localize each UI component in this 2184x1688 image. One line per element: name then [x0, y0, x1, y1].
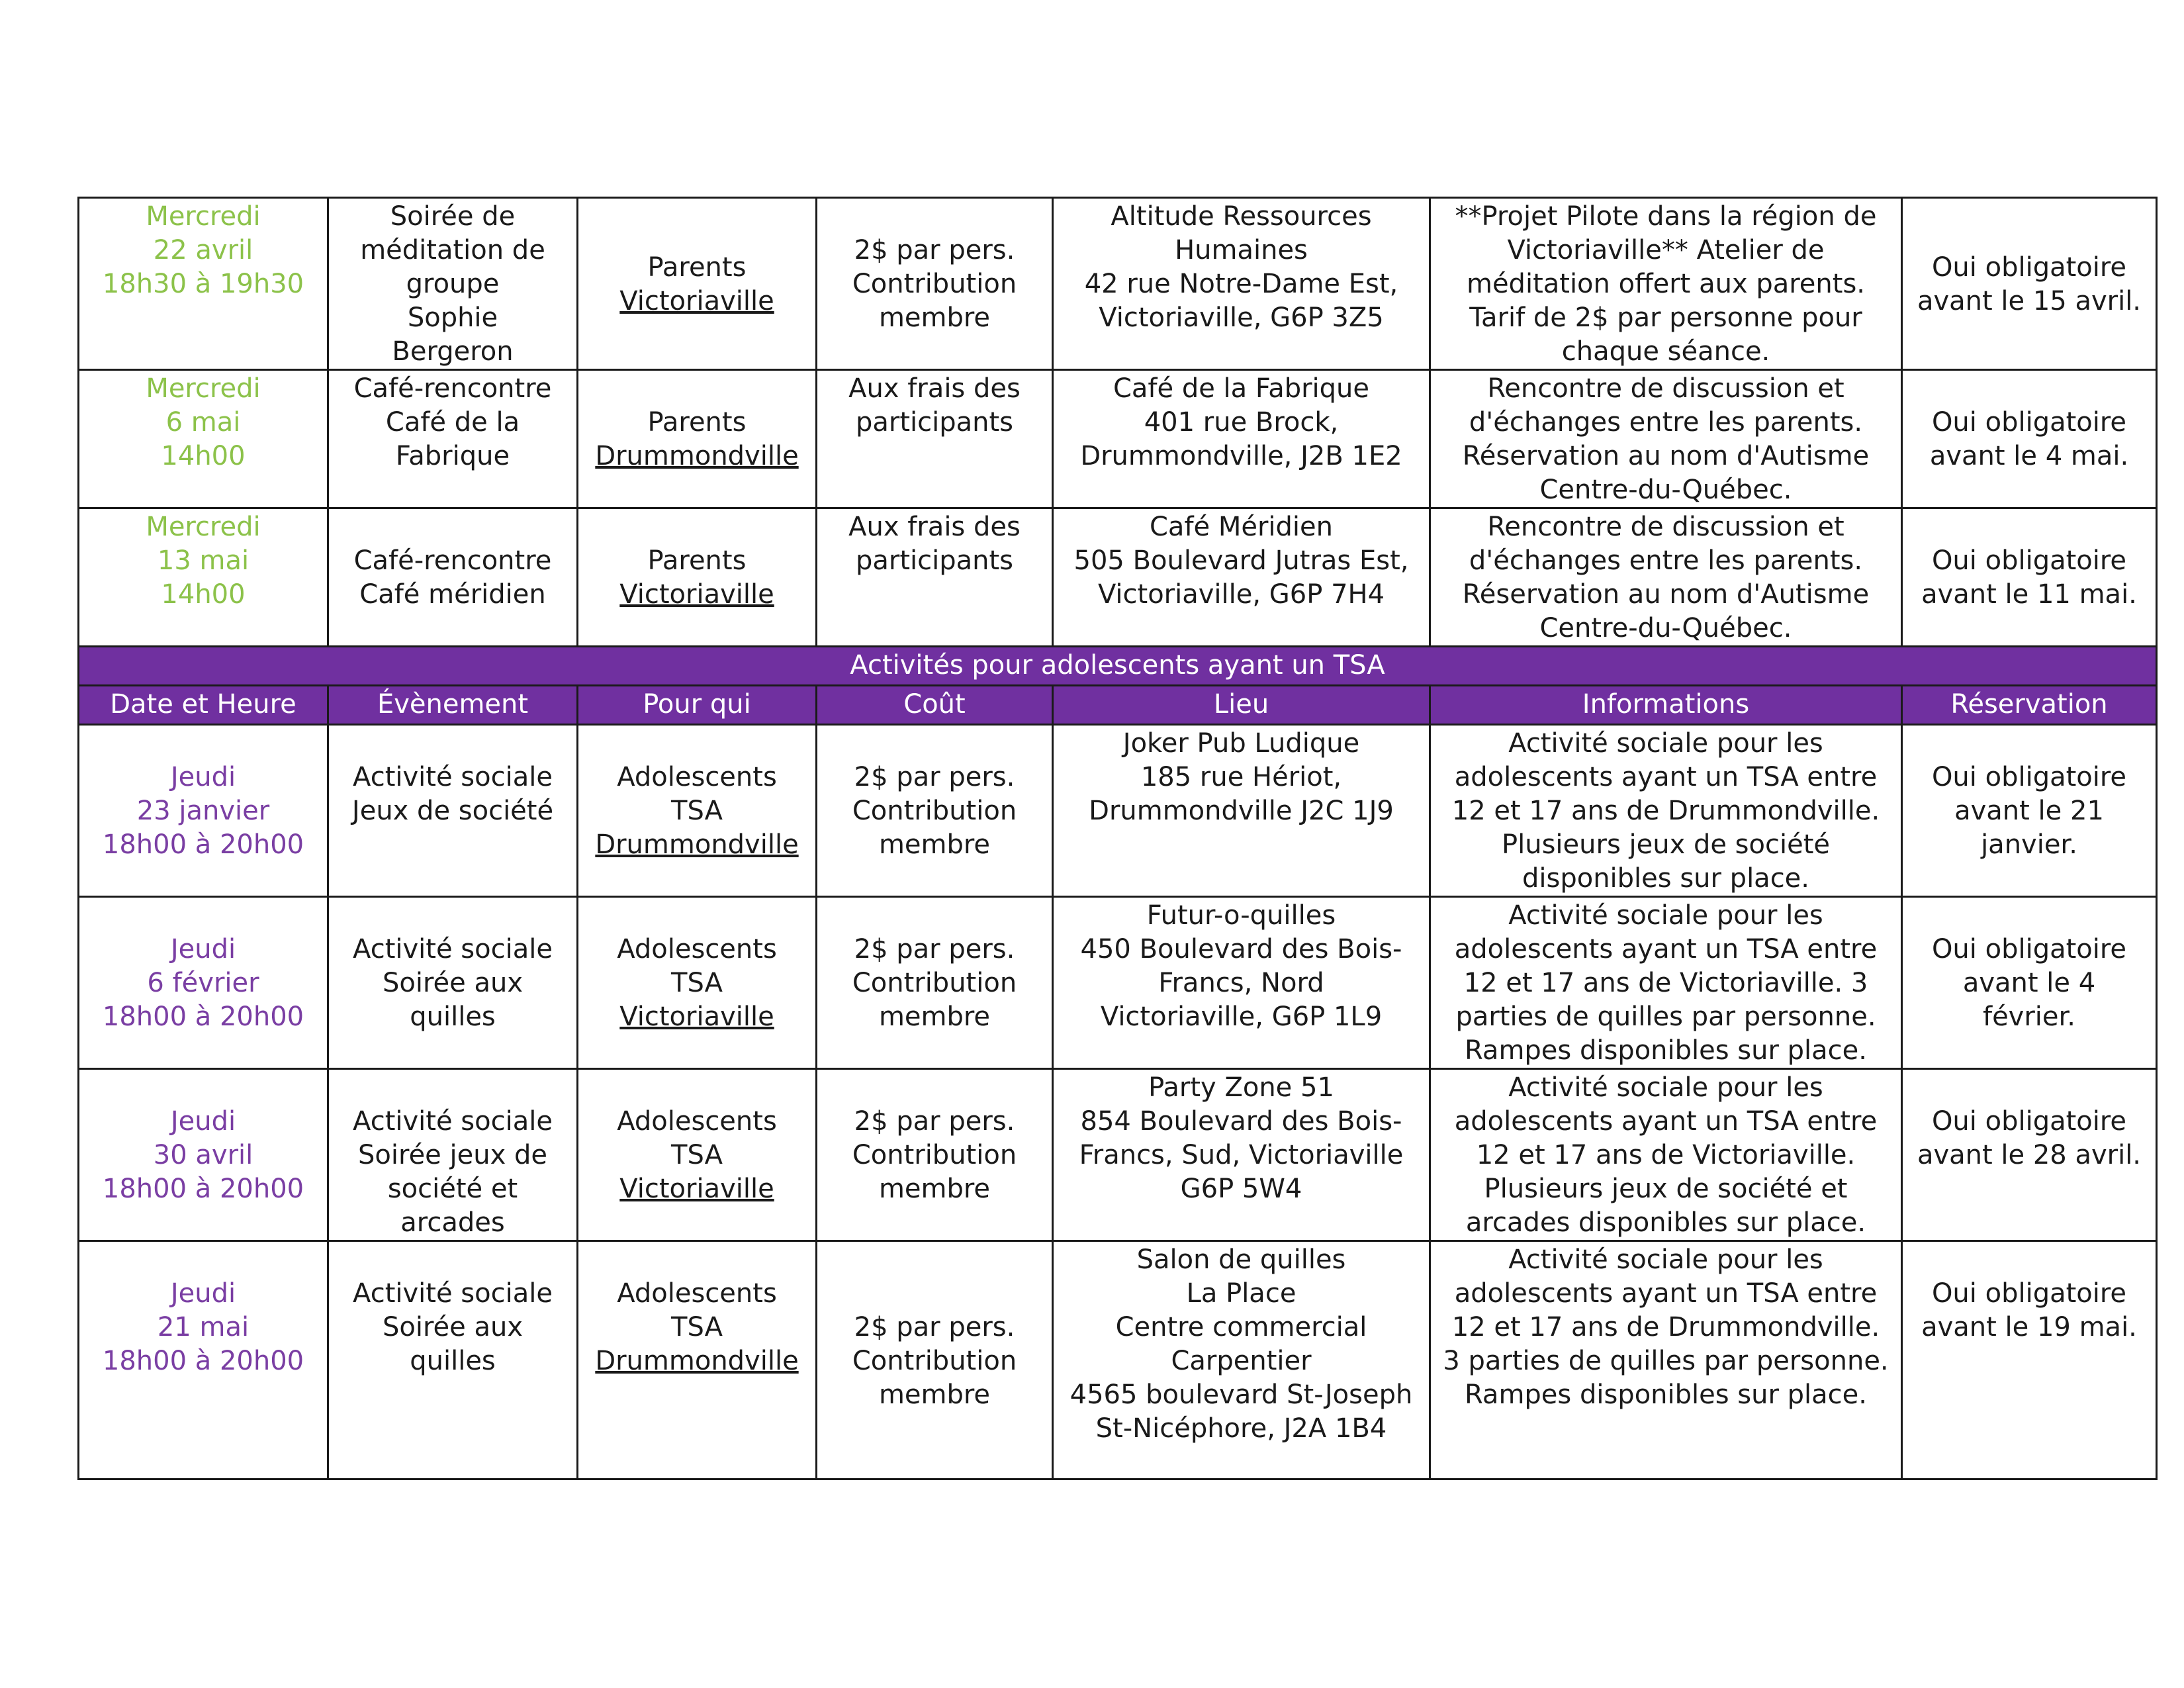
- place-cell: Salon de quilles La Place Centre commercial Carpentier 4565 boulevard St-Joseph St-Nicéphore, J2A 1B4: [1053, 1241, 1430, 1479]
- event-cell: Soirée de méditation de groupe Sophie Bergeron: [328, 198, 578, 370]
- cost-cell: 2$ par pers. Contribution membre: [817, 725, 1053, 897]
- info-cell: Activité sociale pour les adolescents ayant un TSA entre 12 et 17 ans de Drummondville. Plusieurs jeux de société disponibles sur place.: [1430, 725, 1902, 897]
- city-link[interactable]: Victoriaville: [619, 579, 774, 610]
- city-link[interactable]: Victoriaville: [619, 285, 774, 316]
- date-cell: Jeudi 30 avril 18h00 à 20h00: [79, 1069, 328, 1241]
- table-row: [79, 725, 2157, 897]
- city-link[interactable]: Drummondville: [595, 829, 799, 860]
- reservation-cell: Oui obligatoire avant le 28 avril.: [1902, 1069, 2157, 1241]
- table-row: [79, 508, 2157, 647]
- cost-cell: 2$ par pers. Contribution membre: [817, 198, 1053, 370]
- place-cell: Altitude Ressources Humaines 42 rue Notre-Dame Est, Victoriaville, G6P 3Z5: [1053, 198, 1430, 370]
- event-cell: Activité sociale Jeux de société: [328, 725, 578, 897]
- reservation-cell: Oui obligatoire avant le 19 mai.: [1902, 1241, 2157, 1479]
- place-cell: Joker Pub Ludique 185 rue Hériot, Drummondville J2C 1J9: [1053, 725, 1430, 897]
- city-link[interactable]: Victoriaville: [619, 1002, 774, 1032]
- place-cell: Futur-o-quilles 450 Boulevard des Bois- Francs, Nord Victoriaville, G6P 1L9: [1053, 897, 1430, 1069]
- date-cell: Mercredi 6 mai 14h00: [79, 370, 328, 508]
- audience-cell: Parents Victoriaville: [578, 198, 817, 370]
- info-cell: Activité sociale pour les adolescents ayant un TSA entre 12 et 17 ans de Drummondville. 3 parties de quilles par personne. Rampes disponibles sur place.: [1430, 1241, 1902, 1479]
- info-cell: Activité sociale pour les adolescents ayant un TSA entre 12 et 17 ans de Victoriaville. Plusieurs jeux de société et arcades disponibles sur place.: [1430, 1069, 1902, 1241]
- header-row: [79, 686, 2157, 725]
- info-cell: Rencontre de discussion et d'échanges entre les parents. Réservation au nom d'Autisme Centre-du-Québec.: [1430, 370, 1902, 508]
- audience-cell: Adolescents TSA Victoriaville: [578, 1069, 817, 1241]
- cost-cell: 2$ par pers. Contribution membre: [817, 1069, 1053, 1241]
- event-cell: Activité sociale Soirée aux quilles: [328, 1241, 578, 1479]
- event-cell: Activité sociale Soirée aux quilles: [328, 897, 578, 1069]
- date-cell: Mercredi 13 mai 14h00: [79, 508, 328, 647]
- place-cell: Café Méridien 505 Boulevard Jutras Est, Victoriaville, G6P 7H4: [1053, 508, 1430, 647]
- reservation-cell: Oui obligatoire avant le 4 février.: [1902, 897, 2157, 1069]
- column-header: Pour qui: [578, 686, 817, 725]
- city-link[interactable]: Victoriaville: [619, 1174, 774, 1204]
- table-row: [79, 1069, 2157, 1241]
- place-cell: Party Zone 51 854 Boulevard des Bois- Francs, Sud, Victoriaville G6P 5W4: [1053, 1069, 1430, 1241]
- date-cell: Jeudi 6 février 18h00 à 20h00: [79, 897, 328, 1069]
- date-cell: Jeudi 21 mai 18h00 à 20h00: [79, 1241, 328, 1479]
- cost-cell: Aux frais des participants: [817, 508, 1053, 647]
- table-row: [79, 897, 2157, 1069]
- section-banner: [79, 647, 2157, 686]
- date-cell: Jeudi 23 janvier 18h00 à 20h00: [79, 725, 328, 897]
- section-title: Activités pour adolescents ayant un TSA: [79, 647, 2157, 686]
- city-link[interactable]: Drummondville: [595, 1346, 799, 1376]
- event-cell: Café-rencontre Café de la Fabrique: [328, 370, 578, 508]
- column-header: Informations: [1430, 686, 1902, 725]
- cost-cell: 2$ par pers. Contribution membre: [817, 897, 1053, 1069]
- reservation-cell: Oui obligatoire avant le 21 janvier.: [1902, 725, 2157, 897]
- info-cell: Activité sociale pour les adolescents ayant un TSA entre 12 et 17 ans de Victoriaville. 3 parties de quilles par personne. Rampes disponibles sur place.: [1430, 897, 1902, 1069]
- column-header: Évènement: [328, 686, 578, 725]
- info-cell: **Projet Pilote dans la région de Victoriaville** Atelier de méditation offert aux parents. Tarif de 2$ par personne pour chaque séance.: [1430, 198, 1902, 370]
- table-row: [79, 198, 2157, 370]
- cost-cell: Aux frais des participants: [817, 370, 1053, 508]
- event-cell: Activité sociale Soirée jeux de société et arcades: [328, 1069, 578, 1241]
- activities-table: [77, 197, 2158, 1480]
- audience-cell: Parents Drummondville: [578, 370, 817, 508]
- column-header: Coût: [817, 686, 1053, 725]
- column-header: Lieu: [1053, 686, 1430, 725]
- event-cell: Café-rencontre Café méridien: [328, 508, 578, 647]
- date-cell: Mercredi 22 avril 18h30 à 19h30: [79, 198, 328, 370]
- city-link[interactable]: Drummondville: [595, 441, 799, 471]
- table-row: [79, 370, 2157, 508]
- reservation-cell: Oui obligatoire avant le 11 mai.: [1902, 508, 2157, 647]
- info-cell: Rencontre de discussion et d'échanges entre les parents. Réservation au nom d'Autisme Centre-du-Québec.: [1430, 508, 1902, 647]
- column-header: Réservation: [1902, 686, 2157, 725]
- audience-cell: Adolescents TSA Drummondville: [578, 725, 817, 897]
- reservation-cell: Oui obligatoire avant le 15 avril.: [1902, 198, 2157, 370]
- reservation-cell: Oui obligatoire avant le 4 mai.: [1902, 370, 2157, 508]
- audience-cell: Adolescents TSA Victoriaville: [578, 897, 817, 1069]
- audience-cell: Parents Victoriaville: [578, 508, 817, 647]
- cost-cell: 2$ par pers. Contribution membre: [817, 1241, 1053, 1479]
- place-cell: Café de la Fabrique 401 rue Brock, Drummondville, J2B 1E2: [1053, 370, 1430, 508]
- table-row: [79, 1241, 2157, 1479]
- audience-cell: Adolescents TSA Drummondville: [578, 1241, 817, 1479]
- column-header: Date et Heure: [79, 686, 328, 725]
